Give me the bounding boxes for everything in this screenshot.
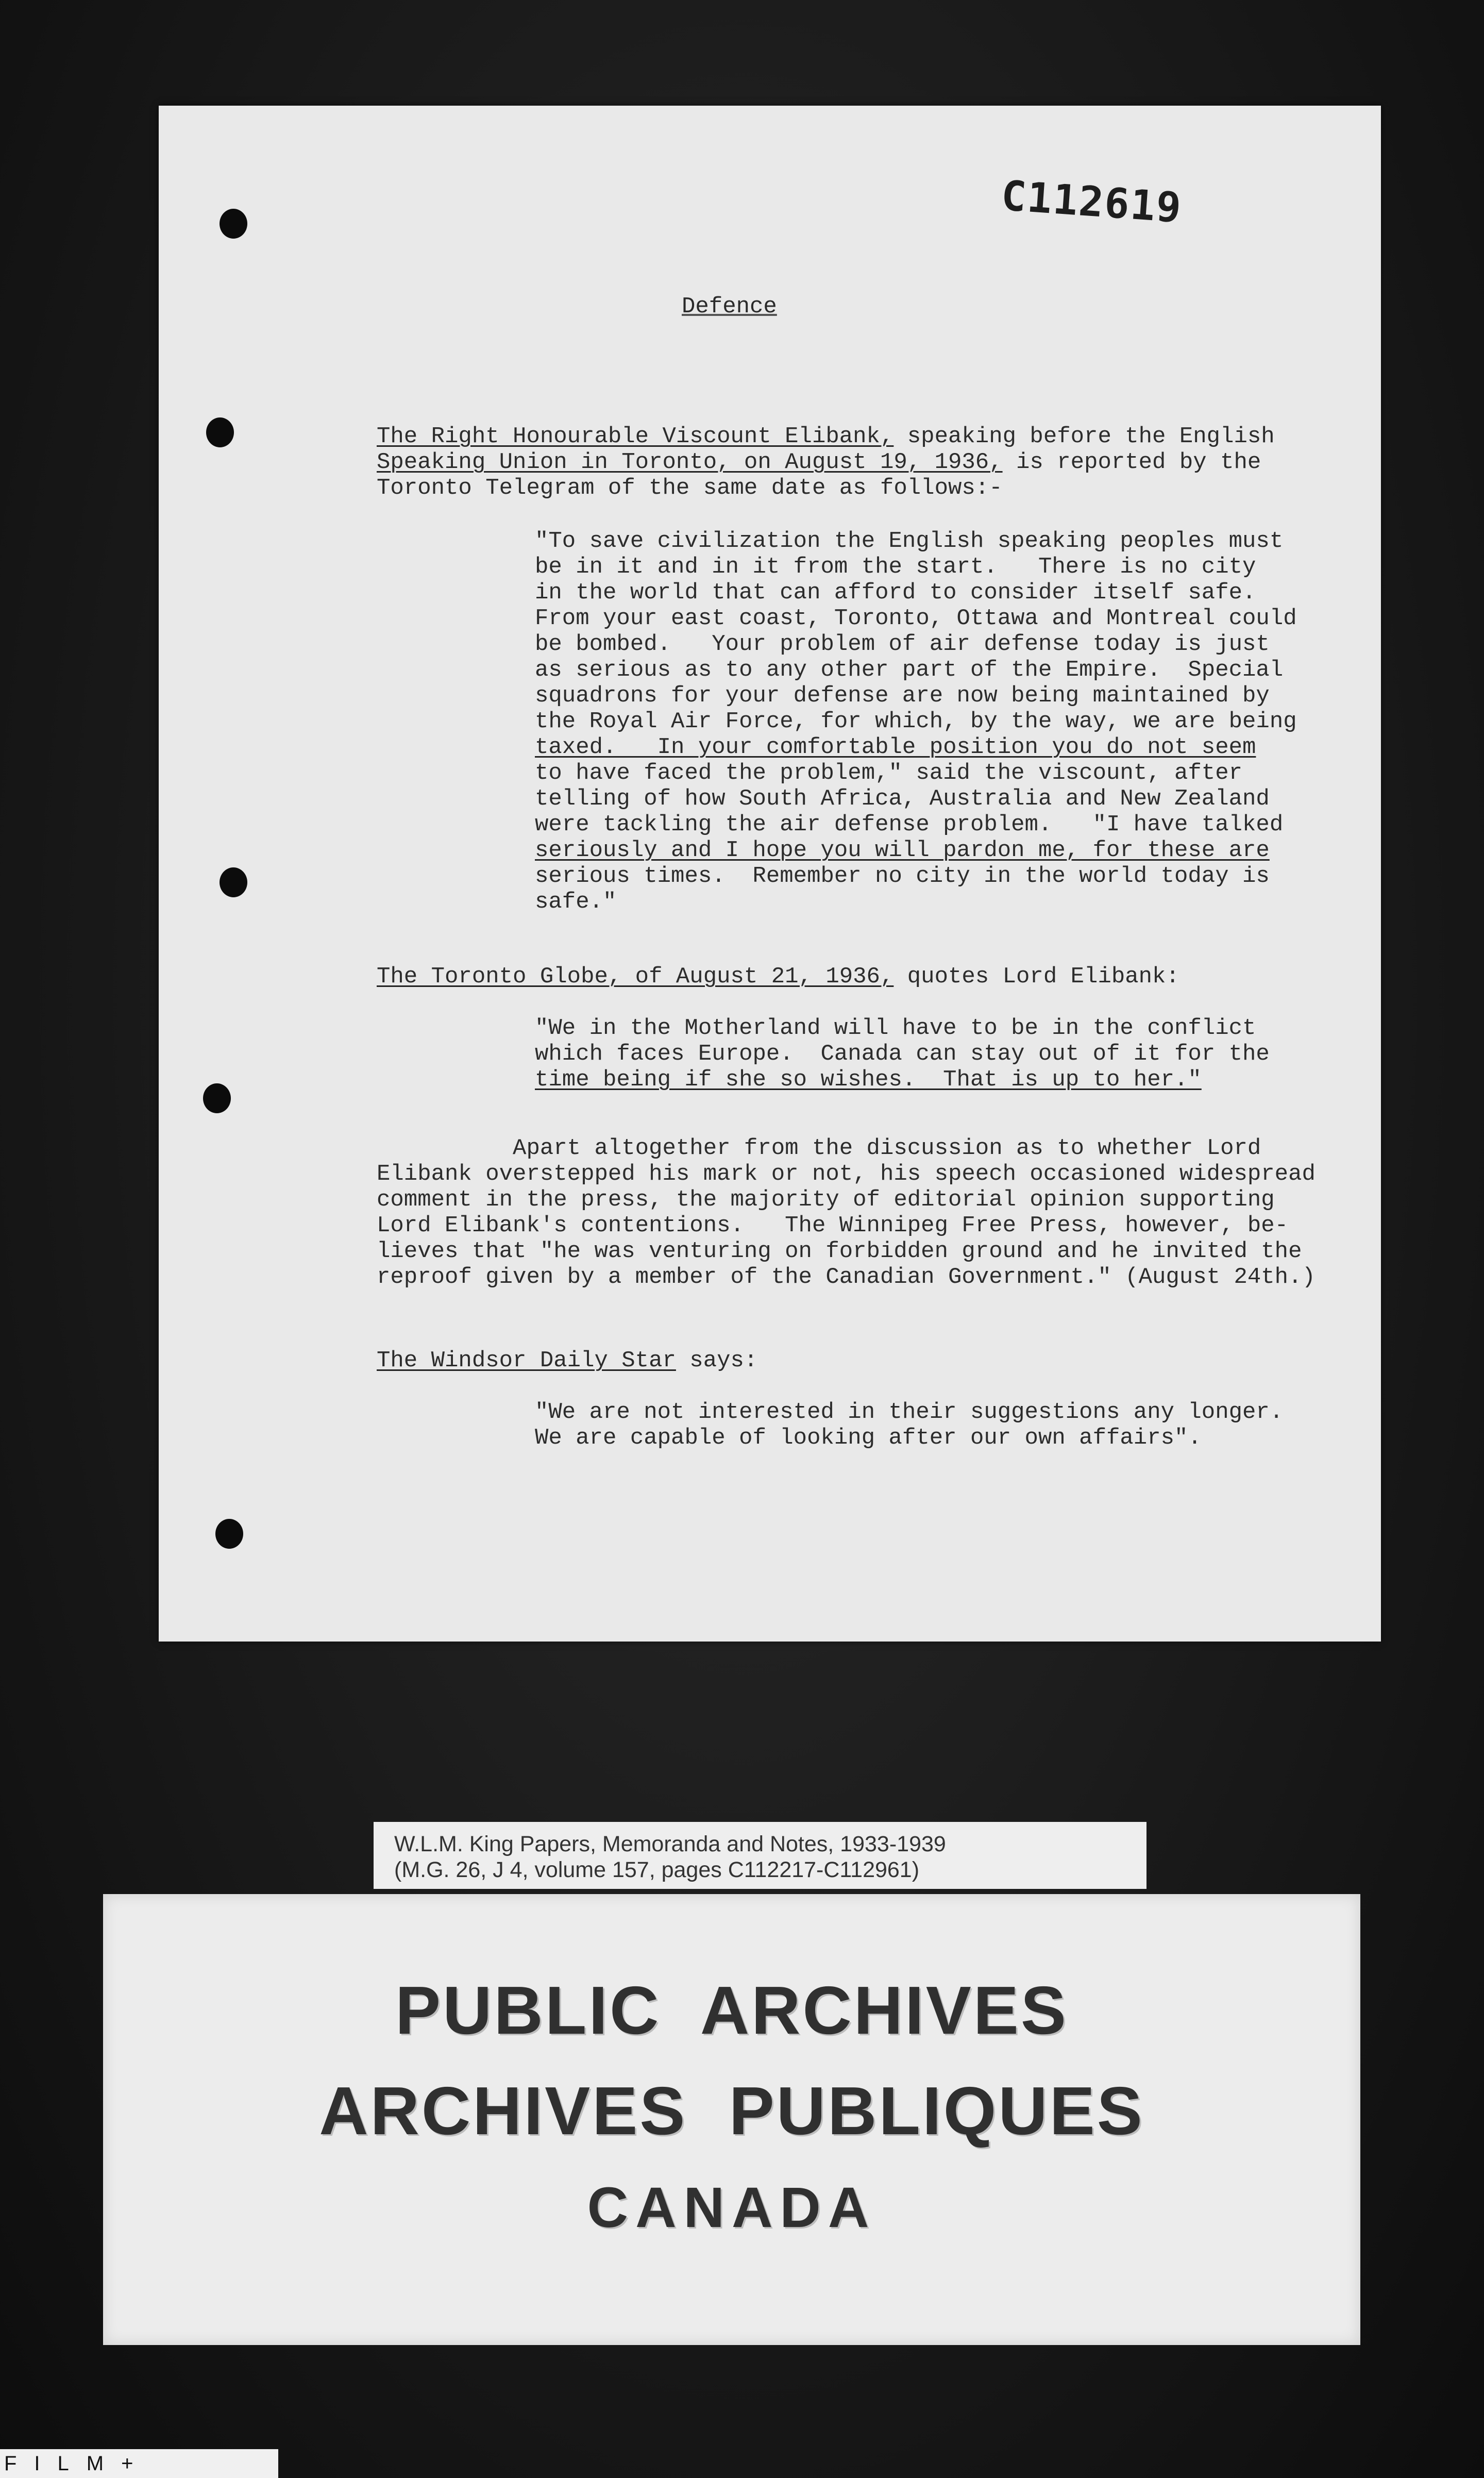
quote-line: From your east coast, Toronto, Ottawa and Montreal could xyxy=(535,606,1297,631)
punch-hole xyxy=(215,1519,243,1549)
quote-block xyxy=(535,1015,1270,1093)
quote-line: be bombed. Your problem of air defense today is just xyxy=(535,631,1270,657)
quote-line: taxed. In your comfortable position you do not seem xyxy=(535,734,1256,760)
quote-line: were tackling the air defense problem. "I have talked xyxy=(535,812,1284,838)
paragraph-line: lieves that "he was venturing on forbidden ground and he invited the xyxy=(377,1238,1302,1264)
archive-label-line: PUBLIC ARCHIVES xyxy=(395,1972,1068,2048)
quote-line: "We are not interested in their suggestions any longer. xyxy=(535,1399,1284,1425)
quote-block xyxy=(535,528,1297,915)
quote-line: We are capable of looking after our own affairs". xyxy=(535,1425,1202,1451)
document-number-stamp: C112619 xyxy=(1000,171,1184,232)
underlined-text: The Toronto Globe, of August 21, 1936, xyxy=(377,964,894,990)
paragraph-block xyxy=(377,1135,1316,1290)
punch-hole xyxy=(206,417,234,447)
quote-line: the Royal Air Force, for which, by the way, we are being xyxy=(535,709,1297,734)
film-strip-marker: FILM+ xyxy=(0,2449,278,2478)
paragraph-text: speaking before the English xyxy=(893,424,1275,449)
paragraph-line xyxy=(377,964,1179,990)
underlined-text: Speaking Union in Toronto, on August 19, 1936, xyxy=(377,449,1003,475)
quote-line: safe." xyxy=(535,889,617,915)
paragraph-text: is reported by the xyxy=(1002,449,1261,475)
quote-block xyxy=(535,1399,1283,1451)
quote-line: as serious as to any other part of the Empire. Special xyxy=(535,657,1284,683)
paragraph-text: quotes Lord Elibank: xyxy=(893,964,1179,990)
underlined-text: The Right Honourable Viscount Elibank, xyxy=(377,424,894,449)
citation-label xyxy=(374,1822,1146,1889)
citation-line: (M.G. 26, J 4, volume 157, pages C112217-C112961) xyxy=(394,1857,920,1882)
paragraph-line: Elibank overstepped his mark or not, his speech occasioned widespread xyxy=(377,1161,1316,1187)
punch-hole xyxy=(203,1083,231,1113)
quote-line: be in it and in it from the start. There is no city xyxy=(535,554,1256,580)
quote-line: in the world that can afford to consider itself safe. xyxy=(535,580,1256,606)
punch-hole xyxy=(220,209,247,239)
paragraph-line: Toronto Telegram of the same date as follows:- xyxy=(377,475,1003,501)
punch-hole xyxy=(220,867,247,897)
archive-label-line: CANADA xyxy=(587,2176,876,2239)
citation-line: W.L.M. King Papers, Memoranda and Notes, 1933-1939 xyxy=(394,1832,946,1856)
underlined-text: The Windsor Daily Star xyxy=(377,1348,676,1374)
archive-label xyxy=(103,1894,1360,2345)
quote-line: which faces Europe. Canada can stay out of it for the xyxy=(535,1041,1270,1067)
quote-line: seriously and I hope you will pardon me, for these are xyxy=(535,838,1270,863)
quote-line: "We in the Motherland will have to be in the conflict xyxy=(535,1015,1256,1041)
paragraph-text: says: xyxy=(676,1348,758,1374)
archive-label-line: ARCHIVES PUBLIQUES xyxy=(319,2073,1144,2149)
quote-line: time being if she so wishes. That is up to her." xyxy=(535,1067,1202,1093)
quote-line: telling of how South Africa, Australia and New Zealand xyxy=(535,786,1270,812)
document-title: Defence xyxy=(682,294,777,320)
paragraph-line: Apart altogether from the discussion as to whether Lord xyxy=(377,1135,1261,1161)
paragraph-line xyxy=(377,424,1275,449)
paragraph-line xyxy=(377,1348,757,1374)
quote-line: serious times. Remember no city in the world today is xyxy=(535,863,1270,889)
quote-line: to have faced the problem," said the viscount, after xyxy=(535,760,1243,786)
paragraph-line xyxy=(377,449,1261,475)
paragraph-line: Lord Elibank's contentions. The Winnipeg Free Press, however, be- xyxy=(377,1213,1289,1238)
paragraph-line: reproof given by a member of the Canadian Government." (August 24th.) xyxy=(377,1264,1316,1290)
paragraph-line: comment in the press, the majority of editorial opinion supporting xyxy=(377,1187,1275,1213)
document-page xyxy=(159,106,1381,1642)
quote-line: "To save civilization the English speaking peoples must xyxy=(535,528,1284,554)
quote-line: squadrons for your defense are now being maintained by xyxy=(535,683,1270,709)
